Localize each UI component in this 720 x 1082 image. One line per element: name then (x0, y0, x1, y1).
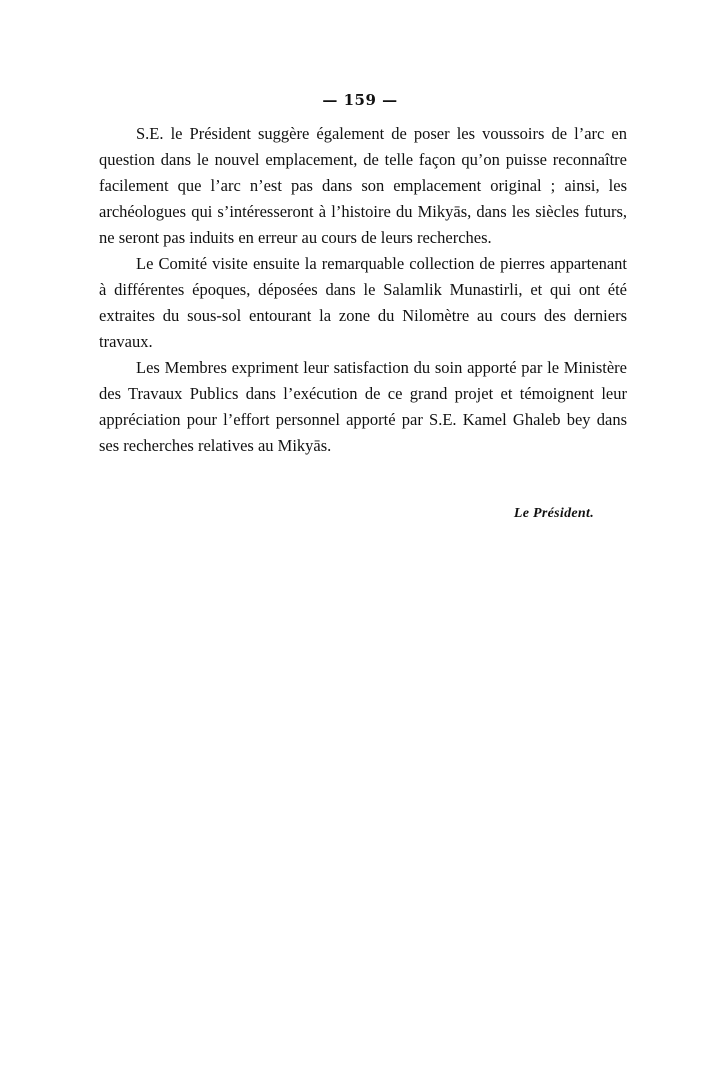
body-text (99, 121, 627, 459)
paragraph-stone-collection: Le Comité visite ensuite la remarquable collection de pierres appartenant à différentes époques, déposées dans le Salamlik Munastirli, et qui ont été extraites du sous-sol entourant la zone du Nilomètre au cours des derniers travaux. (99, 254, 627, 351)
paragraph-members-satisfaction: Les Membres expriment leur satisfaction du soin apporté par le Ministère des Travaux Publics dans l’exécution de ce grand projet et témoignent leur appréciation pour l’effort personnel apporté par S.E. Kamel Ghaleb bey dans ses recherches relatives au Mikyās. (99, 358, 627, 455)
page-number: — 159 — (322, 91, 398, 109)
paragraph-arch-stones: S.E. le Président suggère également de poser les voussoirs de l’arc en question dans le nouvel emplacement, de telle façon qu’on puisse reconnaître facilement que l’arc n’est pas dans son emplacement original ; ainsi, les archéologues qui s’intéresseront à l’histoire du Mikyās, dans les siècles futurs, ne seront pas induits en erreur au cours de leurs recherches. (99, 124, 627, 247)
signature: Le Président. (513, 506, 594, 521)
